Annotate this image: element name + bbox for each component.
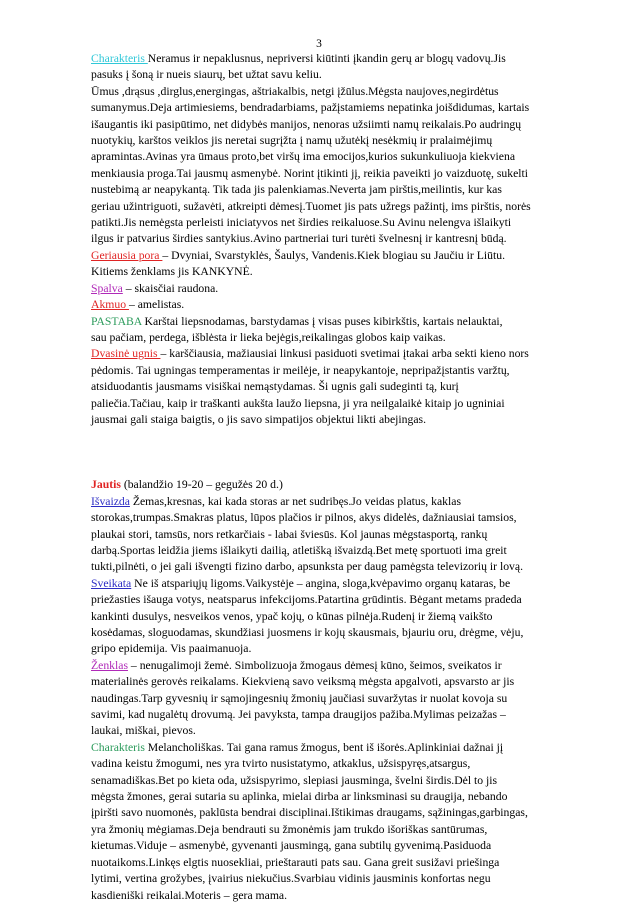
text-line [91, 871, 571, 887]
line-text: apramintas.Avinas yra ūmaus proto,bet viršų ima emocijos,kurios sukunkuliuoja kiekviena [91, 150, 516, 164]
line-text: kasdieniški reikalai.Moteris – gera mama. [91, 888, 288, 902]
heading-label: Charakteris [91, 52, 148, 65]
page-number: 3 [316, 38, 322, 50]
line-text: patikti.Jis nemėgsta perleisti iniciatyvos net širdies reikaluose.Su Avinu nelengva išlaikyti [91, 216, 512, 230]
line-text: gripo epidemija. Vis paaimanuoja. [91, 642, 252, 656]
line-text: plaukai stori, tamsūs, nors retkarčiais - labai šviesūs. Kol jaunas mėgstasportą, rankų [91, 527, 488, 541]
text-line [91, 67, 571, 83]
line-text: Karštai liepsnodamas, barstydamas į visas puses kibirkštis, kartais nelauktai, [141, 314, 503, 328]
line-text: Ne iš atspariųjų ligoms.Vaikystėje – angina, sloga,kvėpavimo organų kataras, be [131, 576, 511, 590]
text-line [91, 477, 571, 493]
line-text: menkiausia proga.Tai jausmų asmenybė. Norint įtikinti jį, reikia paveikti jo vaizduotę, sukelti [91, 166, 529, 180]
line-text: – karščiausia, mažiausiai linkusi pasiduoti svetimai įtakai arba sekti kieno nors [160, 347, 529, 361]
text-line [91, 543, 571, 559]
text-line [91, 805, 571, 821]
text-line [91, 149, 571, 165]
section-jautis [91, 477, 571, 904]
text-line [91, 330, 571, 346]
line-text: vadina keistu žmogumi, nes yra tvirto nusistatymo, atkaklus, užsispyręs,atsargus, [91, 757, 471, 771]
line-text: materialinės gerovės reikalams. Kiekvieną savo veiksmą mėgsta apgalvoti, apsvarsto ar jis [91, 675, 515, 689]
text-line [91, 789, 571, 805]
text-line [91, 510, 571, 526]
text-line [91, 691, 571, 707]
text-line [91, 740, 571, 756]
text-line [91, 396, 571, 412]
text-line [91, 84, 571, 100]
text-line [91, 314, 571, 330]
line-text: geriau užintriguoti, sužavėti, atkreipti dėmesį.Tuomet jis pats užregs pažintį, ims pirštis, norės [91, 199, 531, 213]
heading-label: Akmuo [91, 298, 129, 312]
heading-label: PASTABA [91, 314, 142, 328]
line-text: nuotykių, karštos veiklos jis neretai sugrįžta į namų užutėkį nesėkmių ir pralaimėjimų [91, 134, 493, 148]
text-line [91, 527, 571, 543]
text-line [91, 855, 571, 871]
text-line [91, 609, 571, 625]
line-text: priežasties išauga votys, neatsparus infekcijoms.Patartina grūdintis. Bėgant metams pradeda [91, 593, 522, 607]
text-line [91, 100, 571, 116]
heading-label: Jautis [91, 478, 121, 492]
heading-label: Išvaizda [91, 494, 130, 508]
text-line [91, 231, 571, 247]
text-line [91, 297, 571, 313]
line-text: storokas,trumpas.Smakras platus, lūpos plačios ir pilnos, akys didelės, dažniausiai tamsios, [91, 511, 517, 525]
line-text: tukti,pilnėti, o jei gali išvengti fizino darbo, apsunksta per daug pamėgsta televizorių ir lovą. [91, 560, 524, 574]
text-line [91, 888, 571, 904]
line-text: pėdomis. Tai ugningas temperamentas ir meilėje, ir neapykantoje, nepripažįstantis varžtų, [91, 363, 510, 377]
line-text: išaugantis iki pasipūtimo, net didybės manijos, nenoras užsiimti namų reikalais.Po audringų [91, 117, 522, 131]
text-line [91, 412, 571, 428]
line-text: ilgus ir patvarius širdies santykius.Avino partneriai turi turėti švelnesnį ir kantresnį būdą. [91, 232, 507, 246]
heading-label: Sveikata [91, 576, 132, 590]
line-text: kosėdamas, sloguodamas, skundžiasi juosmens ir kojų skausmais, bjauriu oru, drėgme, vėju, [91, 626, 524, 639]
text-line [91, 658, 571, 674]
line-text: Melancholiškas. Tai gana ramus žmogus, bent iš išorės.Aplinkiniai dažnai jį [144, 740, 504, 754]
text-line [91, 248, 571, 264]
line-text: pasuks į šoną ir nueis siaurų, bet užtat savu keliu. [91, 68, 322, 82]
text-line [91, 592, 571, 608]
line-text: savimi, kad nugalėtų drovumą. Jei pavyksta, tampa draugijos pažiba.Mylimas peizažas – [91, 708, 506, 722]
text-line [91, 707, 571, 723]
line-text: naudingas.Tarp gyvesnių ir sąmojingesnių žmonių jaučiasi suvaržytas ir nuolat kovoja su [91, 691, 508, 705]
line-text: (balandžio 19-20 – gegužės 20 d.) [120, 478, 283, 492]
text-line [91, 723, 571, 739]
text-line [91, 756, 571, 772]
text-line [91, 822, 571, 838]
section-gap [91, 428, 571, 477]
line-text: – nenugalimoji žemė. Simbolizuoja žmogaus dėmesį kūno, šeimos, sveikatos ir [128, 658, 502, 672]
line-text: laukai, miškai, pievos. [91, 724, 196, 738]
line-text: nuotaikoms.Linkęs elgtis nuosekliai, prieštarauti pats sau. Gana greit susižavi priešinga [91, 855, 500, 869]
heading-label: Geriausia pora [91, 248, 163, 262]
line-text: darbą.Sportas leidžia jiems išlaikyti dailią, atletišką išvaizdą.Bet metę sportuoti ima greit [91, 543, 507, 557]
line-text: – amelistas. [128, 298, 185, 312]
text-line [91, 494, 571, 510]
text-line [91, 576, 571, 592]
text-line [91, 182, 571, 198]
line-text: lytimi, vertina grožybes, įvairius niekučius.Svarbiau vidinis jausminis konfortas negu [91, 872, 491, 886]
heading-label: Dvasinė ugnis [91, 347, 161, 361]
text-line [91, 363, 571, 379]
text-line [91, 625, 571, 641]
line-text: atsiduodantis jausmams visiškai nemąstydamas. Ši ugnis gali sudeginti tą, kurį [91, 380, 459, 394]
text-line [91, 199, 571, 215]
line-text: Žemas,kresnas, kai kada storas ar net sudribęs.Jo veidas platus, kaklas [129, 494, 461, 508]
line-text: Neramus ir nepaklusnus, nepriversi kiūtinti įkandin gerų ar blogų vadovų.Jis [147, 52, 506, 65]
text-line [91, 166, 571, 182]
line-text: senamadiškas.Bet po kieta oda, užsispyrimo, slepiasi jausminga, švelni širdis.Dėl to jis [91, 773, 498, 787]
line-text: – skaisčiai raudona. [122, 281, 219, 295]
heading-label: Spalva [91, 281, 123, 295]
text-line [91, 773, 571, 789]
line-text: nustebimą ar neapykantą. Tik tada jis palenkiamas.Neverta jam pirštis,meilintis, kur kas [91, 183, 502, 197]
line-text: mėgsta žmones, gerai sutaria su aplinka, mielai dirba ar linksminasi su draugija, nebando [91, 790, 508, 804]
text-line [91, 215, 571, 231]
text-line [91, 264, 571, 280]
line-text: kietumas.Viduje – asmenybė, gyvenanti jausmingą, gana subtilų gyvenimą.Pasiduoda [91, 839, 492, 853]
text-line [91, 281, 571, 297]
section-avinas [91, 51, 571, 428]
line-text: Ūmus ,drąsus ,dirglus,energingas, aštriakalbis, netgi įžūlus.Mėgsta naujoves,negirdėtus [91, 84, 499, 98]
document-body [91, 51, 571, 904]
text-line [91, 674, 571, 690]
text-line [91, 559, 571, 575]
text-line [91, 379, 571, 395]
heading-label: Charakteris [91, 740, 145, 754]
line-text: įpiršti savo nuomonės, paklūsta bendrai disciplinai.Ištikimas draugams, sąžiningas,garbingas, [91, 806, 528, 820]
line-text: jausmai gali staiga baigtis, o jis savo simpatijos objektui likti abejingas. [91, 412, 426, 426]
line-text: sumanymus.Deja artimiesiems, bendradarbiams, pažįstamiems nepatinka joišdidumas, kartais [91, 101, 530, 115]
line-text: – Dvyniai, Svarstyklės, Šaulys, Vandenis.Kiek blogiau su Jaučiu ir Liūtu. [162, 248, 505, 262]
line-text: Kitiems ženklams jis KANKYNĖ. [91, 265, 253, 279]
heading-label: Ženklas [91, 658, 128, 672]
text-line [91, 51, 571, 67]
text-line [91, 346, 571, 362]
text-line [91, 838, 571, 854]
line-text: paliečia.Tačiau, kaip ir traškanti aukšta laužo liepsna, ji yra neilgalaikė kitaip jo ugniniai [91, 396, 505, 410]
text-line [91, 641, 571, 657]
line-text: sau pačiam, perdega, išblėsta ir lieka bejėgis,reikalingas globos kaip vaikas. [91, 330, 446, 344]
line-text: kankinti dusulys, nesveikos venos, ypač kojų, o kūnas pilnėja.Rudenį ir žiemą vaikšto [91, 609, 493, 623]
line-text: yra žmonių mėgiamas.Deja bendrauti su žmonėmis jam trukdo išoriškas santūrumas, [91, 822, 488, 836]
text-line [91, 117, 571, 133]
text-line [91, 133, 571, 149]
